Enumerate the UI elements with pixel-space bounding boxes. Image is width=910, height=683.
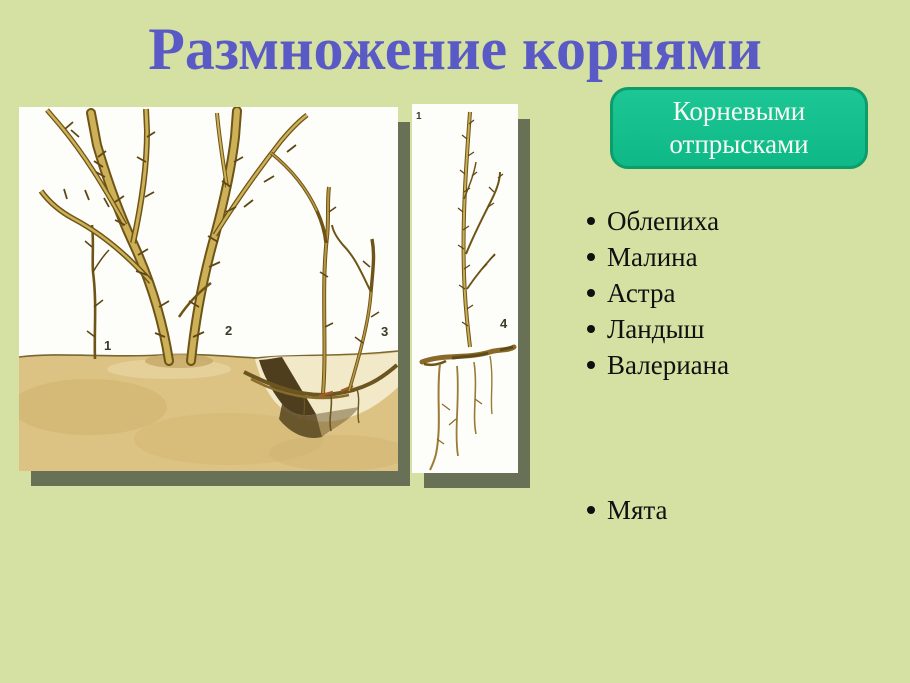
list-item: Ландыш	[584, 311, 729, 347]
list-item: Астра	[584, 275, 729, 311]
figure-label-4: 4	[500, 316, 508, 331]
list-item: Мята	[584, 492, 668, 528]
badge-line2: отпрысками	[669, 129, 809, 159]
plant-list-extra	[584, 492, 668, 528]
page-title: Размножение корнями	[148, 16, 762, 82]
badge-line1: Корневыми	[672, 96, 806, 126]
root-suckers-badge	[610, 87, 868, 169]
list-item: Облепиха	[584, 203, 729, 239]
figure-label-3: 3	[381, 324, 389, 339]
sucker-illustration	[412, 104, 518, 473]
figure-shrub-root-suckers	[19, 107, 398, 471]
plant-list	[584, 203, 729, 383]
figure-single-sucker-plant	[412, 104, 518, 473]
figure-label-2: 2	[225, 323, 233, 338]
list-item: Валериана	[584, 347, 729, 383]
figure-corner-label: 1	[416, 111, 422, 122]
shrub-illustration	[19, 107, 398, 471]
figure-label-1: 1	[104, 338, 112, 353]
list-item: Малина	[584, 239, 729, 275]
